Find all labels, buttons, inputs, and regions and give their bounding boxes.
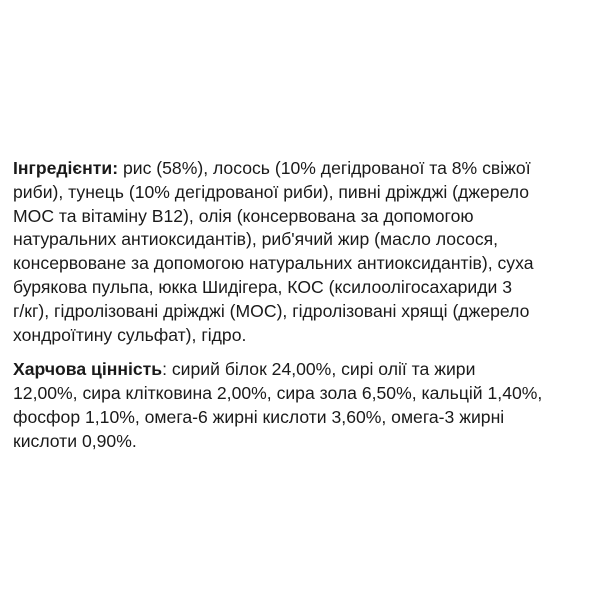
nutrition-line-1 <box>13 358 593 382</box>
nutrition-line-2: 12,00%, сира клітковина 2,00%, сира зола 6,50%, кальцій 1,40%, <box>13 383 543 404</box>
nutrition-line-3: фосфор 1,10%, омега-6 жирні кислоти 3,60%, омега-3 жирні <box>13 406 505 427</box>
ingredients-line-3: МОС та вітаміну В12), олія (консервована за допомогою <box>13 205 474 226</box>
nutrition-paragraph <box>13 358 593 453</box>
nutrition-line-4: кислоти 0,90%. <box>13 430 137 451</box>
ingredients-line-5: консервоване за допомогою натуральних антиоксидантів), суха <box>13 253 534 274</box>
ingredients-paragraph <box>13 157 593 347</box>
product-description <box>13 157 593 454</box>
ingredients-line-6: бурякова пульпа, юкка Шидігера, КОС (ксилоолігосахариди 3 <box>13 276 512 297</box>
ingredients-label: Інгредієнти: <box>13 158 119 178</box>
ingredients-text: рис (58%), лосось (10% дегідрованої та 8% свіжої <box>118 158 531 178</box>
ingredients-line-7: г/кг), гідролізовані дріжджі (МОС), гідролізовані хрящі (джерело <box>13 300 530 321</box>
nutrition-label: Харчова цінність <box>13 359 163 380</box>
nutrition-text: : сирий білок 24,00%, сирі олії та жири <box>162 359 476 380</box>
ingredients-line-2: риби), тунець (10% дегідрованої риби), пивні дріжджі (джерело <box>13 181 530 202</box>
ingredients-line-1 <box>13 157 593 181</box>
ingredients-line-4: натуральних антиоксидантів), риб'ячий жир (масло лосося, <box>13 229 499 250</box>
ingredients-line-8: хондроїтину сульфат), гідро. <box>13 324 247 345</box>
